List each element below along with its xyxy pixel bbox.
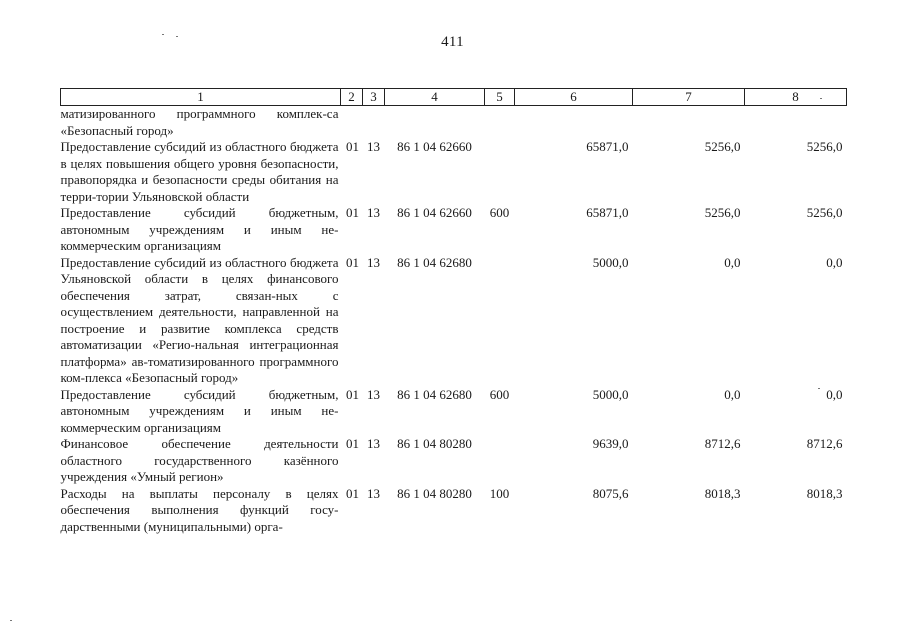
row-value-col6: 65871,0 — [586, 139, 629, 154]
header-col-2: 2 — [341, 89, 363, 106]
row-subsection — [363, 106, 385, 140]
row-value-col6: 5000,0 — [592, 254, 629, 270]
page-number: 411 — [441, 34, 464, 50]
table-row — [61, 387, 847, 437]
scan-speck — [10, 620, 12, 621]
row-value-col7 — [633, 106, 745, 140]
row-value-col7: 8712,6 — [704, 436, 741, 451]
row-section: 01 — [346, 436, 359, 451]
scan-speck — [820, 98, 822, 99]
header-col-3: 3 — [363, 89, 385, 106]
row-subsection: 13 — [367, 205, 380, 220]
row-expense-type — [485, 106, 515, 140]
row-value-col8: 0,0 — [826, 386, 843, 402]
row-value-col7: 0,0 — [724, 254, 741, 270]
row-name: Финансовое обеспечение деятельности областного государственного казённого учреждения «Умный регион» — [60, 436, 339, 484]
header-col-7: 7 — [633, 89, 745, 106]
row-value-col7: 8018,3 — [704, 485, 741, 501]
budget-table — [60, 88, 847, 535]
scan-speck — [818, 388, 820, 389]
row-value-col8: 8018,3 — [806, 485, 843, 501]
row-name: Расходы на выплаты персоналу в целях обеспечения выполнения функций госу-дарственными (муниципальными) орга- — [60, 485, 339, 534]
header-col-4: 4 — [385, 89, 485, 106]
row-expense-type — [485, 255, 515, 387]
row-target: 86 1 04 62660 — [397, 139, 472, 154]
table-body — [61, 106, 847, 536]
row-name: матизированного программного комплек-са «Безопасный город» — [60, 106, 339, 138]
row-name: Предоставление субсидий бюджетным, автономным учреждениям и иным не-коммерческим организациям — [60, 386, 339, 435]
row-expense-type — [485, 139, 515, 205]
table-row — [61, 106, 847, 140]
row-name: Предоставление субсидий из областного бюджета в целях повышения общего уровня безопасности, правопорядка и безопасности среды обитания на терри-тории Ульяновской области — [60, 139, 339, 204]
row-value-col8: 8712,6 — [806, 436, 843, 451]
row-value-col6: 8075,6 — [592, 485, 629, 501]
row-section: 01 — [346, 254, 359, 270]
row-target: 86 1 04 80280 — [397, 485, 472, 501]
row-target: 86 1 04 62680 — [397, 386, 472, 402]
table-row — [61, 255, 847, 387]
row-expense-type: 100 — [489, 485, 510, 501]
row-target: 86 1 04 62660 — [397, 205, 472, 220]
row-subsection: 13 — [367, 436, 380, 451]
row-value-col6: 5000,0 — [592, 386, 629, 402]
row-section: 01 — [346, 205, 359, 220]
header-col-8: 8 — [745, 89, 847, 106]
row-value-col7: 5256,0 — [704, 205, 741, 220]
row-value-col6: 9639,0 — [592, 436, 629, 451]
row-target: 86 1 04 62680 — [397, 254, 472, 270]
header-col-6: 6 — [515, 89, 633, 106]
scan-speck — [176, 36, 178, 37]
table-row — [61, 205, 847, 255]
row-expense-type — [485, 436, 515, 486]
row-value-col6: 65871,0 — [586, 205, 629, 220]
row-value-col6 — [515, 106, 633, 140]
row-name: Предоставление субсидий бюджетным, автономным учреждениям и иным не-коммерческим организациям — [60, 205, 339, 253]
row-subsection: 13 — [367, 485, 380, 501]
scan-speck — [162, 34, 164, 35]
table-row — [61, 436, 847, 486]
row-subsection: 13 — [367, 386, 380, 402]
table-header — [61, 89, 847, 106]
row-subsection: 13 — [367, 254, 380, 270]
row-value-col8: 0,0 — [826, 254, 843, 270]
row-section: 01 — [346, 139, 359, 154]
header-row — [61, 89, 847, 106]
row-value-col8 — [745, 106, 847, 140]
header-col-5: 5 — [485, 89, 515, 106]
row-value-col7: 5256,0 — [704, 139, 741, 154]
row-name: Предоставление субсидий из областного бюджета Ульяновской области в целях финансового обеспечения затрат, связан-ных с осуществлением деятельности, направленной на построение и развитие комплекса средств автоматизации «Регио-нальная интеграционная платформа» ав-томатизированного программного ком-плекса «Безопасный город» — [60, 254, 339, 385]
table-row — [61, 139, 847, 205]
row-value-col7: 0,0 — [724, 386, 741, 402]
table-row — [61, 486, 847, 536]
row-section: 01 — [346, 386, 359, 402]
row-section: 01 — [346, 485, 359, 501]
header-col-1: 1 — [61, 89, 341, 106]
row-value-col8: 5256,0 — [806, 139, 843, 154]
row-section — [341, 106, 363, 140]
row-target: 86 1 04 80280 — [397, 436, 472, 451]
row-expense-type: 600 — [489, 386, 510, 402]
row-value-col8: 5256,0 — [806, 205, 843, 220]
row-target — [385, 106, 485, 140]
row-expense-type: 600 — [489, 205, 510, 220]
row-subsection: 13 — [367, 139, 380, 154]
